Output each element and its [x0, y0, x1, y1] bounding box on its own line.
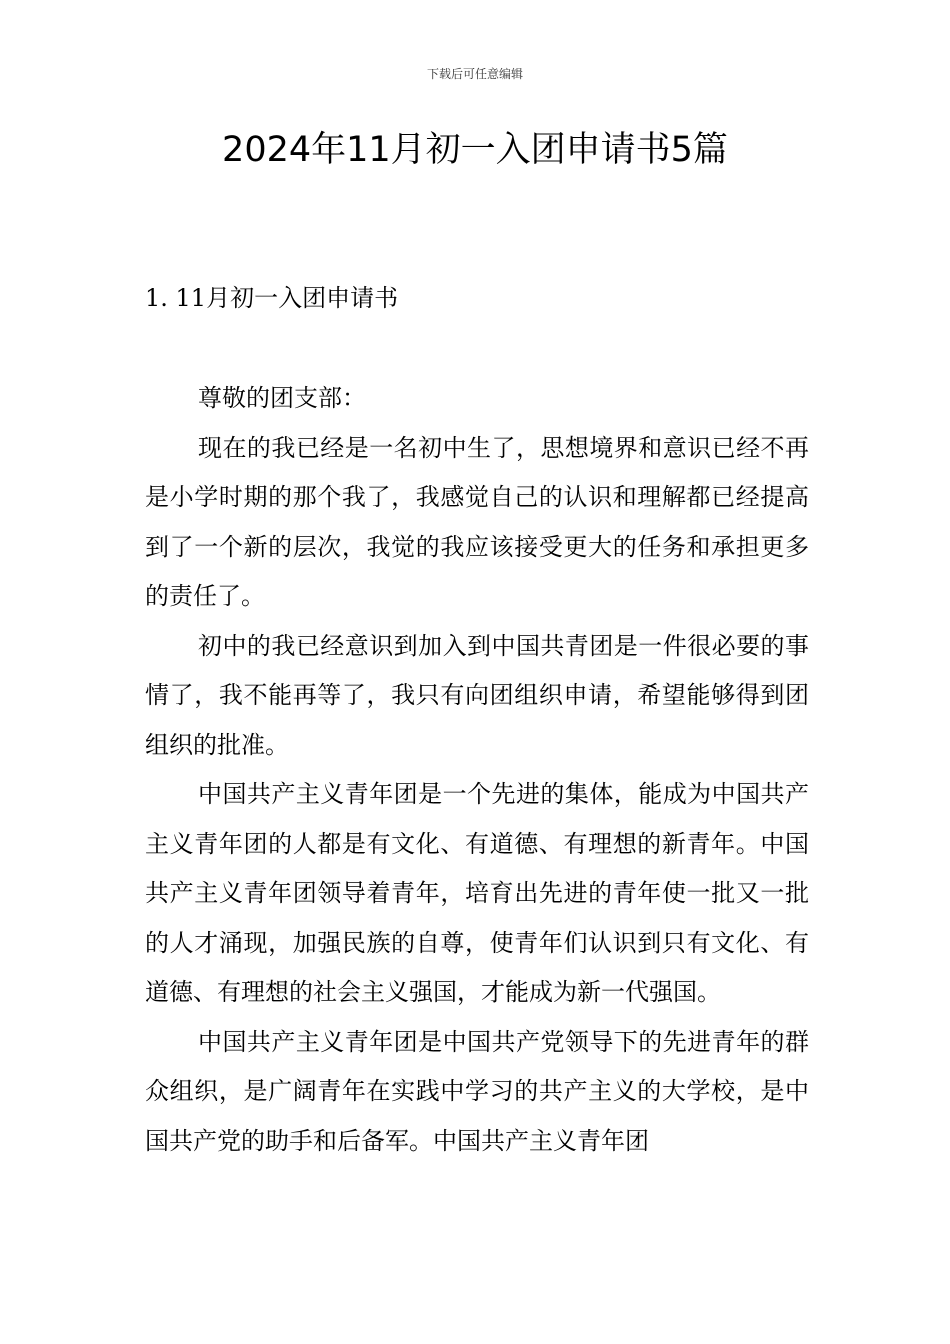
paragraph: 中国共产主义青年团是中国共产党领导下的先进青年的群众组织，是广阔青年在实践中学习的共产主义的大学校，是中国共产党的助手和后备军。中国共产主义青年团: [145, 1027, 809, 1155]
header-note: 下载后可任意编辑: [426, 67, 523, 81]
paragraph: 中国共产主义青年团是一个先进的集体，能成为中国共产主义青年团的人都是有文化、有道德、有理想的新青年。中国共产主义青年团领导着青年，培育出先进的青年使一批又一批的人才涌现，加强民族的自尊，使青年们认识到只有文化、有道德、有理想的社会主义强国，才能成为新一代强国。: [145, 780, 809, 1006]
salutation: 尊敬的团支部：: [198, 384, 366, 412]
letter-body: [145, 374, 809, 1166]
document-title: 2024年11月初一入团申请书5篇: [222, 130, 728, 170]
paragraph: 初中的我已经意识到加入到中国共青团是一件很必要的事情了，我不能再等了，我只有向团组织申请，希望能够得到团组织的批准。: [145, 631, 809, 759]
paragraph: 现在的我已经是一名初中生了，思想境界和意识已经不再是小学时期的那个我了，我感觉自己的认识和理解都已经提高到了一个新的层次，我觉的我应该接受更大的任务和承担更多的责任了。: [145, 433, 809, 610]
section-heading: 1. 11月初一入团申请书: [145, 284, 399, 312]
